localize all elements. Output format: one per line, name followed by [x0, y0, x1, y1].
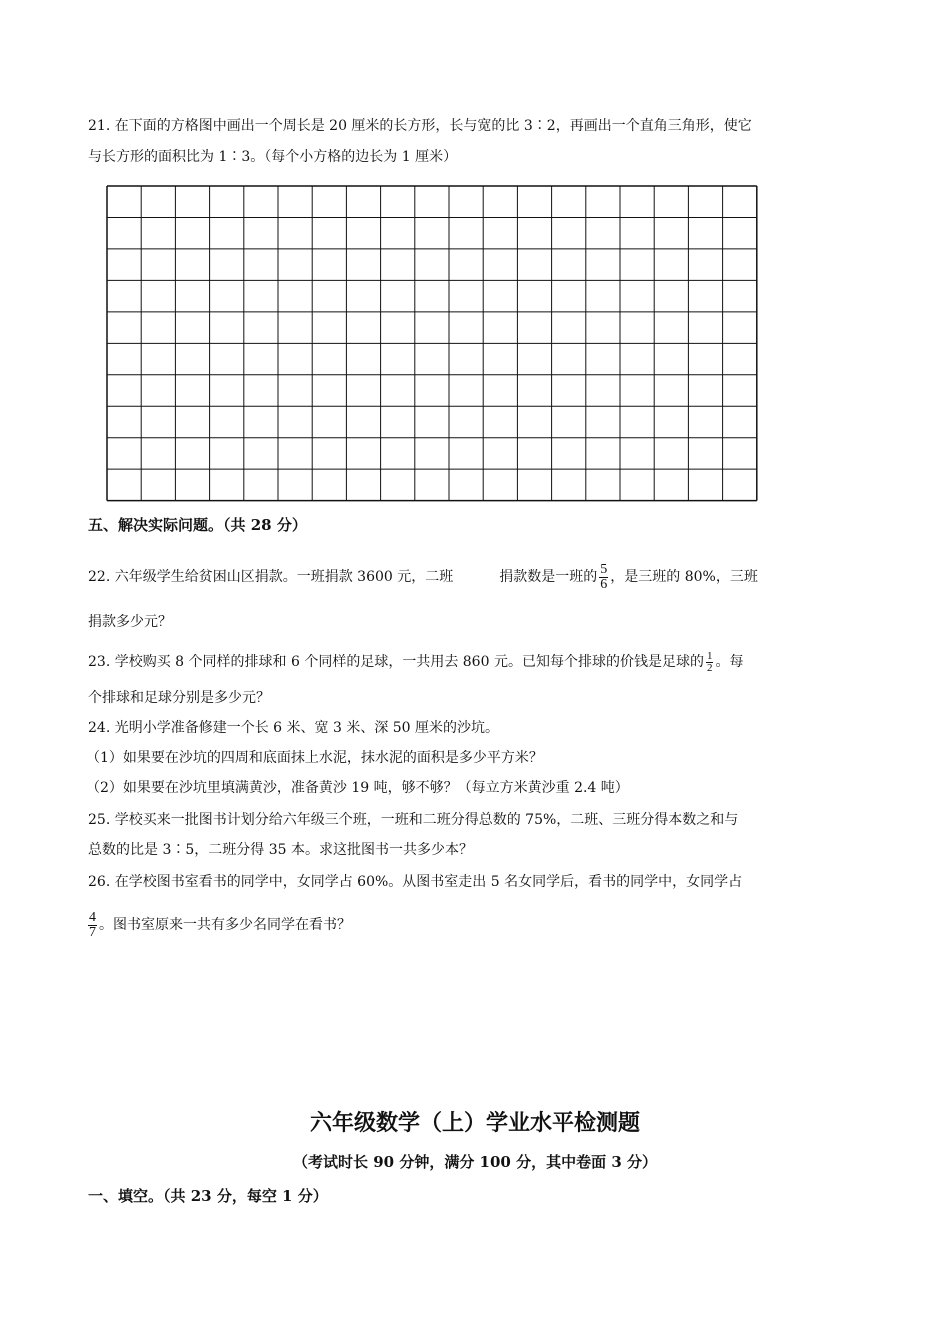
q23-fraction-denominator: 2 [706, 661, 713, 674]
q23-line2: 个排球和足球分别是多少元？ [88, 690, 270, 706]
q22-fraction [599, 563, 608, 592]
q22-text-part3: ，是三班的 80%，三班 [610, 569, 758, 585]
q23-fraction-numerator: 1 [706, 649, 713, 662]
q26-line1: 26. 在学校图书室看书的同学中，女同学占 60%。从图书室走出 5 名女同学后，看书的同学中，女同学占 [88, 874, 743, 890]
q24-sub1: （1）如果要在沙坑的四周和底面抹上水泥，抹水泥的面积是多少平方米？ [86, 750, 543, 766]
q21-line1: 21. 在下面的方格图中画出一个周长是 20 厘米的长方形，长与宽的比 3∶2，再画出一个直角三角形，使它 [88, 118, 752, 134]
q26-fraction-denominator: 7 [89, 924, 96, 940]
q22-fraction-denominator: 6 [600, 576, 608, 592]
q23-line1 [88, 647, 743, 677]
q26-fraction [88, 911, 97, 940]
q22-text-part2: 捐款数是一班的 [499, 569, 598, 585]
q22-line2: 捐款多少元？ [88, 614, 172, 630]
q22-fraction-numerator: 5 [600, 561, 608, 577]
q25-line2: 总数的比是 3∶5，二班分得 35 本。求这批图书一共多少本？ [88, 842, 473, 858]
q25-line1: 25. 学校买来一批图书计划分给六年级三个班，一班和二班分得总数的 75%，二班、三班分得本数之和与 [88, 812, 739, 828]
section1-heading: 一、填空。（共 23 分，每空 1 分） [88, 1187, 328, 1205]
q22-line1 [88, 560, 758, 594]
q23-fraction [706, 651, 714, 674]
q24-sub2: （2）如果要在沙坑里填满黄沙，准备黄沙 19 吨，够不够？（每立方米黄沙重 2.4 吨） [86, 780, 629, 796]
exam-subtitle: （考试时长 90 分钟，满分 100 分，其中卷面 3 分） [293, 1153, 657, 1171]
q21-line2: 与长方形的面积比为 1∶3。（每个小方格的边长为 1 厘米） [88, 149, 458, 165]
section5-heading: 五、解决实际问题。（共 28 分） [88, 516, 307, 534]
q26-fraction-numerator: 4 [89, 909, 96, 925]
q23-text-part2: 。每 [715, 654, 744, 670]
exam-title: 六年级数学（上）学业水平检测题 [309, 1110, 640, 1136]
drawing-grid[interactable] [106, 185, 758, 503]
q26-line2 [88, 904, 351, 946]
q24-line1: 24. 光明小学准备修建一个长 6 米、宽 3 米、深 50 厘米的沙坑。 [88, 720, 500, 736]
q26-text-line2: 。图书室原来一共有多少名同学在看书？ [99, 917, 351, 933]
q22-text-part1: 22. 六年级学生给贫困山区捐款。一班捐款 3600 元，二班 [88, 569, 454, 585]
q23-text-part1: 23. 学校购买 8 个同样的排球和 6 个同样的足球，一共用去 860 元。已知每个排球的价钱是足球的 [88, 654, 704, 670]
